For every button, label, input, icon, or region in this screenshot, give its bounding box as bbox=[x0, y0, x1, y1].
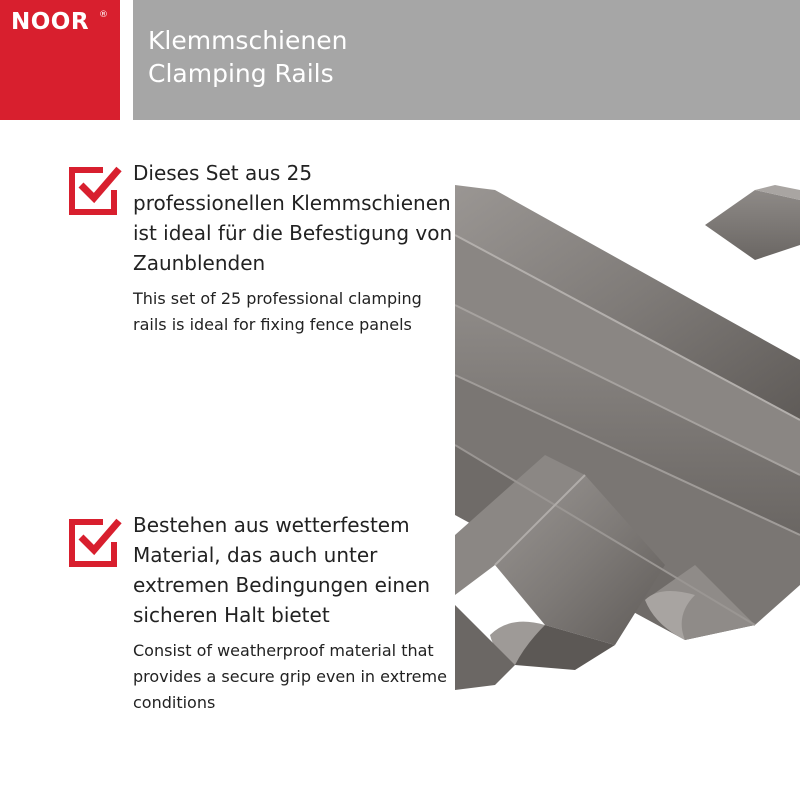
registered-mark: ® bbox=[99, 10, 108, 20]
brand-name: NOOR bbox=[11, 9, 90, 35]
page-title-en: Clamping Rails bbox=[148, 59, 334, 88]
feature-1 bbox=[133, 158, 453, 338]
feature-2-text-en: Consist of weatherproof material that provides a secure grip even in extreme conditions bbox=[133, 641, 447, 712]
product-image-clamping-rails bbox=[455, 185, 800, 690]
feature-1-text-de: Dieses Set aus 25 professionellen Klemmschienen ist ideal für die Befestigung von Zaunblenden bbox=[133, 161, 453, 275]
feature-2-text-de: Bestehen aus wetterfestem Material, das auch unter extremen Bedingungen einen sicheren Halt bietet bbox=[133, 513, 431, 627]
checkbox-check-icon bbox=[65, 160, 125, 220]
page-title-de: Klemmschienen bbox=[148, 26, 348, 55]
feature-1-text-en: This set of 25 professional clamping rails is ideal for fixing fence panels bbox=[133, 289, 422, 334]
feature-2 bbox=[133, 510, 453, 716]
checkbox-check-icon bbox=[65, 512, 125, 572]
header-bar bbox=[133, 0, 800, 120]
brand-logo bbox=[0, 0, 120, 120]
